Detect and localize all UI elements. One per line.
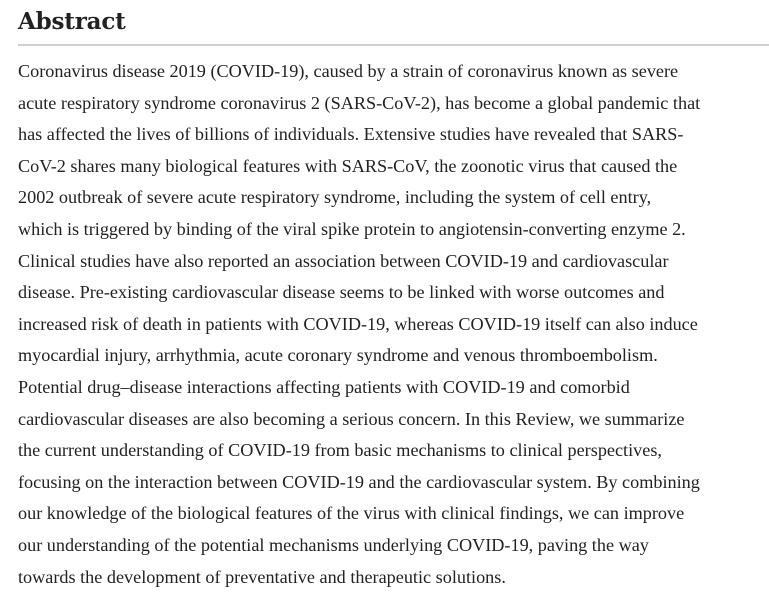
- abstract-line: our knowledge of the biological features of the virus with clinical findings, we can improve: [18, 503, 685, 524]
- abstract-line: which is triggered by binding of the viral spike protein to angiotensin-converting enzyme 2.: [18, 218, 686, 239]
- abstract-line: CoV-2 shares many biological features with SARS-CoV, the zoonotic virus that caused the: [18, 155, 678, 176]
- abstract-line: Clinical studies have also reported an association between COVID-19 and cardiovascular: [18, 250, 669, 271]
- abstract-line: Coronavirus disease 2019 (COVID-19), caused by a strain of coronavirus known as severe: [18, 61, 679, 81]
- abstract-line: acute respiratory syndrome coronavirus 2 (SARS-CoV-2), has become a global pandemic that: [18, 92, 701, 113]
- abstract-line: 2002 outbreak of severe acute respiratory syndrome, including the system of cell entry,: [18, 187, 652, 208]
- abstract-line: has affected the lives of billions of individuals. Extensive studies have revealed that SARS-: [18, 124, 684, 145]
- abstract-line: increased risk of death in patients with COVID-19, whereas COVID-19 itself can also induce: [18, 313, 698, 334]
- abstract-line: disease. Pre-existing cardiovascular disease seems to be linked with worse outcomes and: [18, 282, 665, 303]
- abstract-section: [18, 0, 769, 593]
- abstract-body: [18, 46, 766, 593]
- abstract-line: myocardial injury, arrhythmia, acute coronary syndrome and venous thromboembolism.: [18, 345, 658, 366]
- abstract-line: the current understanding of COVID-19 from basic mechanisms to clinical perspectives,: [18, 440, 662, 461]
- abstract-line: cardiovascular diseases are also becoming a serious concern. In this Review, we summarize: [18, 408, 685, 429]
- abstract-line: Potential drug–disease interactions affecting patients with COVID-19 and comorbid: [18, 376, 630, 397]
- abstract-heading: Abstract: [18, 8, 126, 35]
- abstract-line: towards the development of preventative and therapeutic solutions.: [18, 566, 506, 587]
- abstract-line: focusing on the interaction between COVID-19 and the cardiovascular system. By combining: [18, 471, 700, 492]
- abstract-line: our understanding of the potential mechanisms underlying COVID-19, paving the way: [18, 534, 649, 555]
